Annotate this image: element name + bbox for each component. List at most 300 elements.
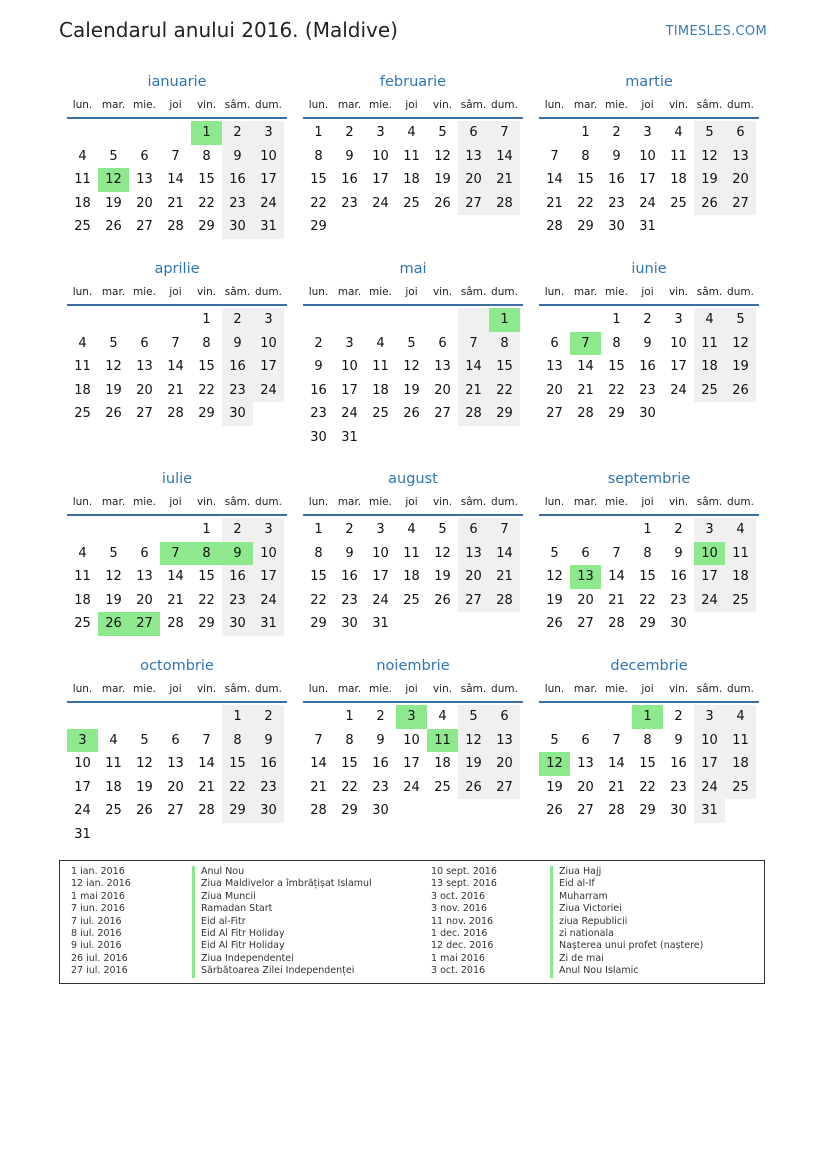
weekday-label: joi <box>641 99 654 111</box>
day-cell: 13 <box>577 756 594 772</box>
empty-cell <box>396 426 427 450</box>
day-cell: 28 <box>489 589 520 613</box>
day-cell: 2 <box>253 705 284 729</box>
day-cell: 4 <box>407 522 416 537</box>
empty-cell <box>489 612 520 636</box>
legend-holiday-name: Ziua Victoriei <box>550 903 703 915</box>
day-cell: 8 <box>643 545 652 561</box>
day-cell: 28 <box>608 616 625 632</box>
day-grid <box>67 121 287 239</box>
day-cell: 30 <box>372 803 389 819</box>
empty-cell <box>427 426 458 450</box>
day-cell: 14 <box>608 569 625 585</box>
day-cell: 23 <box>608 195 625 211</box>
weekday-label: vin. <box>668 496 689 508</box>
day-cell: 18 <box>372 382 389 398</box>
weekday-label: lun. <box>544 286 565 298</box>
day-cell: 9 <box>376 732 385 748</box>
day-cell: 3 <box>253 121 284 145</box>
legend-holiday-name: Eid Al Fitr Holiday <box>192 928 372 940</box>
weekday-header <box>539 93 759 119</box>
legend-dates-left <box>71 866 131 978</box>
day-cell: 21 <box>546 195 563 211</box>
empty-cell <box>129 705 160 729</box>
weekday-header <box>303 280 523 306</box>
weekday-label: dum. <box>491 99 518 111</box>
day-cell: 26 <box>105 406 122 422</box>
day-cell: 8 <box>345 732 354 748</box>
day-cell: 5 <box>109 545 118 561</box>
day-cell: 27 <box>136 406 153 422</box>
day-cell: 5 <box>407 335 416 351</box>
day-cell: 3 <box>345 335 354 351</box>
day-cell: 22 <box>310 195 327 211</box>
site-link[interactable]: TIMESLES.COM <box>665 24 767 39</box>
day-cell: 20 <box>546 382 563 398</box>
month-name: octombrie <box>140 658 214 674</box>
day-cell: 24 <box>341 406 358 422</box>
legend-holiday-name: Eid al-If <box>550 878 703 890</box>
weekday-label: joi <box>169 496 182 508</box>
day-cell: 30 <box>253 799 284 823</box>
day-cell: 7 <box>612 732 621 748</box>
day-grid <box>67 705 287 847</box>
day-cell: 10 <box>253 145 284 169</box>
weekday-label: lun. <box>544 99 565 111</box>
empty-cell <box>334 308 365 332</box>
month-iunie <box>539 258 759 426</box>
day-cell: 12 <box>98 168 129 192</box>
day-cell: 17 <box>372 172 389 188</box>
empty-cell <box>427 308 458 332</box>
legend-date: 8 iul. 2016 <box>71 927 122 939</box>
day-cell: 15 <box>608 359 625 375</box>
day-cell: 9 <box>345 545 354 561</box>
empty-cell <box>303 705 334 729</box>
empty-cell <box>191 705 222 729</box>
day-cell: 23 <box>222 192 253 216</box>
empty-cell <box>570 518 601 542</box>
weekday-label: sâm. <box>696 683 723 695</box>
day-cell: 10 <box>403 732 420 748</box>
day-cell: 14 <box>489 542 520 566</box>
weekday-label: mar. <box>573 683 598 695</box>
month-name: noiembrie <box>376 658 450 674</box>
day-cell: 16 <box>222 168 253 192</box>
day-cell: 28 <box>198 803 215 819</box>
day-cell: 2 <box>222 121 253 145</box>
legend-date: 13 sept. 2016 <box>431 878 497 890</box>
day-cell: 17 <box>639 172 656 188</box>
legend-holiday-name: Muharram <box>550 891 703 903</box>
day-grid <box>539 518 759 636</box>
weekday-label: dum. <box>727 496 754 508</box>
weekday-label: mie. <box>369 286 392 298</box>
legend-holiday-name: Ziua Independentei <box>192 953 372 965</box>
day-cell: 5 <box>109 335 118 351</box>
empty-cell <box>160 518 191 542</box>
day-cell: 21 <box>489 168 520 192</box>
day-cell: 7 <box>612 545 621 561</box>
day-grid <box>67 308 287 426</box>
day-cell: 4 <box>78 545 87 561</box>
day-cell: 14 <box>577 359 594 375</box>
weekday-label: mar. <box>101 99 126 111</box>
day-cell: 15 <box>222 752 253 776</box>
day-cell: 11 <box>74 569 91 585</box>
day-grid <box>67 518 287 636</box>
day-cell: 5 <box>458 705 489 729</box>
day-cell: 24 <box>253 192 284 216</box>
day-cell: 14 <box>608 756 625 772</box>
day-cell: 22 <box>310 592 327 608</box>
weekday-label: dum. <box>491 496 518 508</box>
empty-cell <box>129 121 160 145</box>
weekday-label: vin. <box>196 683 217 695</box>
day-cell: 9 <box>253 729 284 753</box>
day-cell: 4 <box>109 732 118 748</box>
day-cell: 10 <box>694 729 725 753</box>
weekday-label: joi <box>641 496 654 508</box>
weekday-label: lun. <box>72 496 93 508</box>
day-cell: 20 <box>136 195 153 211</box>
day-cell: 28 <box>546 219 563 235</box>
weekday-header <box>539 280 759 306</box>
day-cell: 23 <box>639 382 656 398</box>
legend-holiday-name: Eid Al Fitr Holiday <box>192 940 372 952</box>
empty-cell <box>160 705 191 729</box>
weekday-label: mar. <box>337 683 362 695</box>
day-cell: 16 <box>310 382 327 398</box>
empty-cell <box>663 402 694 426</box>
weekday-label: sâm. <box>224 286 251 298</box>
month-mai <box>303 258 523 450</box>
weekday-label: mie. <box>605 496 628 508</box>
legend-date: 3 nov. 2016 <box>431 903 487 915</box>
day-cell: 31 <box>253 215 284 239</box>
day-cell: 1 <box>643 522 652 537</box>
day-cell: 17 <box>253 355 284 379</box>
empty-cell <box>67 518 98 542</box>
day-cell: 2 <box>314 335 323 351</box>
day-cell: 18 <box>74 382 91 398</box>
day-cell: 18 <box>434 756 451 772</box>
day-cell: 20 <box>458 565 489 589</box>
day-cell: 13 <box>434 359 451 375</box>
day-cell: 2 <box>674 522 683 537</box>
weekday-label: sâm. <box>460 683 487 695</box>
day-cell: 15 <box>639 569 656 585</box>
day-cell: 8 <box>643 732 652 748</box>
legend-date: 10 sept. 2016 <box>431 866 497 877</box>
day-cell: 2 <box>345 125 354 140</box>
day-cell: 15 <box>489 355 520 379</box>
day-cell: 16 <box>341 172 358 188</box>
day-cell: 4 <box>78 148 87 164</box>
day-cell: 30 <box>222 402 253 426</box>
day-cell: 18 <box>670 172 687 188</box>
day-cell: 31 <box>372 616 389 632</box>
empty-cell <box>67 705 98 729</box>
day-cell: 14 <box>489 145 520 169</box>
day-cell: 12 <box>403 359 420 375</box>
day-cell: 18 <box>74 592 91 608</box>
day-cell: 6 <box>140 148 149 164</box>
day-cell: 5 <box>694 121 725 145</box>
month-octombrie <box>67 655 287 847</box>
day-cell: 23 <box>222 379 253 403</box>
day-cell: 25 <box>725 776 756 800</box>
weekday-header <box>67 490 287 516</box>
day-cell: 19 <box>105 592 122 608</box>
day-cell: 7 <box>171 335 180 351</box>
day-cell: 24 <box>694 589 725 613</box>
month-name: martie <box>625 74 673 90</box>
weekday-label: mar. <box>573 286 598 298</box>
legend-holiday-name: Eid al-Fitr <box>192 916 372 928</box>
day-cell: 8 <box>489 332 520 356</box>
day-cell: 4 <box>438 709 447 724</box>
empty-cell <box>489 799 520 823</box>
empty-cell <box>427 799 458 823</box>
weekday-label: joi <box>169 99 182 111</box>
day-cell: 11 <box>403 545 420 561</box>
day-cell: 4 <box>725 705 756 729</box>
weekday-label: sâm. <box>696 286 723 298</box>
day-cell: 6 <box>581 732 590 748</box>
weekday-label: mie. <box>133 683 156 695</box>
day-cell: 9 <box>674 545 683 561</box>
weekday-label: sâm. <box>460 99 487 111</box>
empty-cell <box>365 308 396 332</box>
day-cell: 17 <box>670 359 687 375</box>
day-cell: 26 <box>98 612 129 636</box>
day-cell: 27 <box>489 776 520 800</box>
day-cell: 14 <box>167 569 184 585</box>
day-cell: 6 <box>171 732 180 748</box>
day-cell: 7 <box>489 121 520 145</box>
month-name: aprilie <box>154 261 200 277</box>
day-cell: 10 <box>372 148 389 164</box>
empty-cell <box>663 215 694 239</box>
day-cell: 17 <box>253 565 284 589</box>
legend-holiday-name: Ramadan Start <box>192 903 372 915</box>
weekday-label: mar. <box>337 99 362 111</box>
day-cell: 8 <box>202 148 211 164</box>
legend-date: 7 iun. 2016 <box>71 903 125 915</box>
day-cell: 7 <box>171 148 180 164</box>
day-cell: 5 <box>109 148 118 164</box>
day-cell: 2 <box>345 522 354 537</box>
day-cell: 30 <box>670 616 687 632</box>
day-cell: 27 <box>577 803 594 819</box>
month-name: august <box>388 471 438 487</box>
weekday-header <box>67 93 287 119</box>
day-cell: 24 <box>670 382 687 398</box>
day-cell: 15 <box>577 172 594 188</box>
empty-cell <box>489 215 520 239</box>
weekday-label: mie. <box>605 683 628 695</box>
day-cell: 11 <box>694 332 725 356</box>
weekday-label: sâm. <box>460 496 487 508</box>
day-cell: 14 <box>310 756 327 772</box>
day-cell: 22 <box>198 382 215 398</box>
day-cell: 19 <box>434 172 451 188</box>
weekday-label: vin. <box>196 286 217 298</box>
day-cell: 24 <box>372 195 389 211</box>
day-cell: 25 <box>372 406 389 422</box>
empty-cell <box>601 705 632 729</box>
day-cell: 15 <box>198 172 215 188</box>
weekday-label: joi <box>405 286 418 298</box>
day-cell: 22 <box>608 382 625 398</box>
legend-holiday-name: Zi de mai <box>550 953 703 965</box>
empty-cell <box>129 823 160 847</box>
day-cell: 24 <box>253 379 284 403</box>
day-cell: 19 <box>105 382 122 398</box>
day-cell: 26 <box>434 195 451 211</box>
day-cell: 27 <box>434 406 451 422</box>
page-title: Calendarul anului 2016. (Maldive) <box>59 18 398 42</box>
empty-cell <box>458 215 489 239</box>
legend-date: 26 iul. 2016 <box>71 952 128 964</box>
empty-cell <box>191 823 222 847</box>
day-cell: 2 <box>612 125 621 140</box>
day-cell: 16 <box>341 569 358 585</box>
empty-cell <box>458 612 489 636</box>
holiday-legend <box>59 860 765 984</box>
day-grid <box>539 705 759 823</box>
weekday-label: joi <box>405 99 418 111</box>
day-cell: 20 <box>434 382 451 398</box>
empty-cell <box>570 308 601 332</box>
weekday-label: lun. <box>308 683 329 695</box>
weekday-label: dum. <box>727 286 754 298</box>
day-cell: 25 <box>403 592 420 608</box>
weekday-label: lun. <box>308 286 329 298</box>
day-cell: 3 <box>253 308 284 332</box>
day-cell: 28 <box>608 803 625 819</box>
empty-cell <box>539 121 570 145</box>
weekday-label: mar. <box>573 99 598 111</box>
weekday-label: sâm. <box>224 683 251 695</box>
day-cell: 25 <box>74 406 91 422</box>
day-cell: 21 <box>167 382 184 398</box>
day-cell: 23 <box>341 592 358 608</box>
weekday-label: lun. <box>544 683 565 695</box>
empty-cell <box>725 402 756 426</box>
empty-cell <box>694 215 725 239</box>
day-cell: 19 <box>136 779 153 795</box>
weekday-label: lun. <box>308 496 329 508</box>
day-cell: 18 <box>694 355 725 379</box>
weekday-header <box>539 490 759 516</box>
day-cell: 26 <box>403 406 420 422</box>
weekday-label: sâm. <box>696 99 723 111</box>
day-cell: 9 <box>612 148 621 164</box>
empty-cell <box>222 823 253 847</box>
day-cell: 20 <box>136 382 153 398</box>
empty-cell <box>98 823 129 847</box>
day-cell: 13 <box>546 359 563 375</box>
empty-cell <box>725 799 756 823</box>
weekday-label: dum. <box>727 99 754 111</box>
empty-cell <box>396 308 427 332</box>
day-cell: 28 <box>310 803 327 819</box>
day-cell: 23 <box>222 589 253 613</box>
day-cell: 17 <box>372 569 389 585</box>
empty-cell <box>458 426 489 450</box>
day-cell: 23 <box>670 779 687 795</box>
day-cell: 9 <box>222 542 253 566</box>
empty-cell <box>67 308 98 332</box>
empty-cell <box>365 215 396 239</box>
weekday-label: mie. <box>133 496 156 508</box>
day-cell: 25 <box>670 195 687 211</box>
day-cell: 12 <box>458 729 489 753</box>
day-cell: 2 <box>222 308 253 332</box>
day-cell: 22 <box>198 195 215 211</box>
weekday-label: vin. <box>432 683 453 695</box>
legend-date: 12 dec. 2016 <box>431 940 494 952</box>
day-cell: 21 <box>167 592 184 608</box>
empty-cell <box>67 121 98 145</box>
month-ianuarie <box>67 71 287 239</box>
day-cell: 24 <box>74 803 91 819</box>
day-cell: 20 <box>577 592 594 608</box>
day-cell: 22 <box>577 195 594 211</box>
month-februarie <box>303 71 523 239</box>
day-cell: 31 <box>341 429 358 445</box>
day-cell: 6 <box>438 335 447 351</box>
day-cell: 10 <box>253 542 284 566</box>
day-cell: 8 <box>581 148 590 164</box>
legend-date: 3 oct. 2016 <box>431 965 486 977</box>
day-cell: 6 <box>725 121 756 145</box>
day-cell: 16 <box>670 569 687 585</box>
weekday-label: dum. <box>255 99 282 111</box>
day-cell: 3 <box>694 705 725 729</box>
day-cell: 12 <box>434 148 451 164</box>
day-cell: 29 <box>639 616 656 632</box>
day-cell: 30 <box>310 429 327 445</box>
day-grid <box>539 121 759 239</box>
day-cell: 3 <box>376 125 385 140</box>
legend-holiday-name: ziua Republicii <box>550 916 703 928</box>
weekday-label: mar. <box>337 496 362 508</box>
month-name: februarie <box>379 74 447 90</box>
weekday-label: mar. <box>101 683 126 695</box>
empty-cell <box>539 705 570 729</box>
day-cell: 11 <box>725 729 756 753</box>
day-cell: 8 <box>222 729 253 753</box>
day-cell: 3 <box>694 518 725 542</box>
day-cell: 7 <box>489 518 520 542</box>
day-cell: 25 <box>694 379 725 403</box>
day-cell: 3 <box>253 518 284 542</box>
weekday-label: mie. <box>369 99 392 111</box>
day-cell: 7 <box>458 332 489 356</box>
day-cell: 14 <box>546 172 563 188</box>
day-cell: 22 <box>222 776 253 800</box>
legend-date: 3 oct. 2016 <box>431 890 486 902</box>
day-cell: 18 <box>105 779 122 795</box>
day-cell: 7 <box>550 148 559 164</box>
weekday-label: sâm. <box>696 496 723 508</box>
day-cell: 12 <box>434 545 451 561</box>
weekday-label: vin. <box>432 496 453 508</box>
day-cell: 28 <box>458 402 489 426</box>
